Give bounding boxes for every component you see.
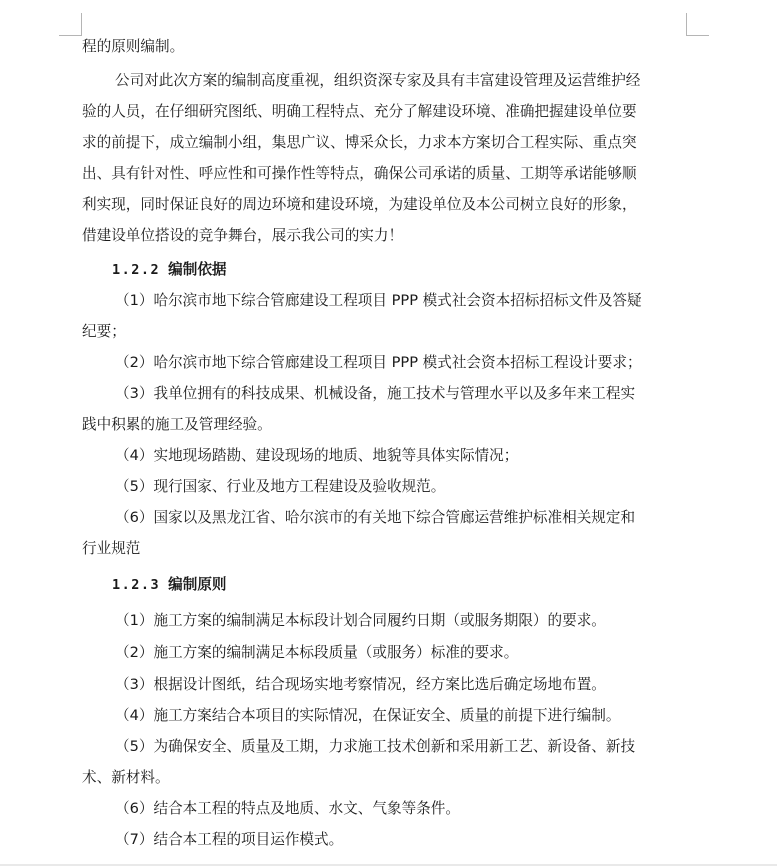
paragraph-line: 公司对此次方案的编制高度重视，组织资深专家及具有丰富建设管理及运营维护经 [115,72,641,89]
basis-item: 纪要； [82,323,126,340]
paragraph-line: 出、具有针对性、呼应性和可操作性等特点，确保公司承诺的质量、工期等承诺能够顺 [82,165,637,182]
principle-item: （1）施工方案的编制满足本标段计划合同履约日期（或服务期限）的要求。 [115,612,606,629]
basis-item: （3）我单位拥有的科技成果、机械设备，施工技术与管理水平以及多年来工程实 [115,385,636,402]
paragraph-line: 求的前提下，成立编制小组，集思广议、博采众长，力求本方案切合工程实际、重点突 [82,134,637,151]
basis-item: （5）现行国家、行业及地方工程建设及验收规范。 [115,478,446,495]
section-title: 编制原则 [168,576,227,593]
section-number: 1.2.3 [112,577,161,593]
principle-item: 术、新材料。 [82,769,170,786]
paragraph-line: 借建设单位搭设的竞争舞台，展示我公司的实力！ [82,227,404,244]
basis-item: 行业规范 [82,540,141,557]
paragraph-line: 验的人员，在仔细研究图纸、明确工程特点、充分了解建设环境、准确把握建设单位要 [82,103,637,120]
basis-item: 践中积累的施工及管理经验。 [82,416,272,433]
basis-item: （6）国家以及黑龙江省、哈尔滨市的有关地下综合管廊运营维护标准相关规定和 [115,509,636,526]
principle-item: （5）为确保安全、质量及工期，力求施工技术创新和采用新工艺、新设备、新技 [115,738,636,755]
principle-item: （2）施工方案的编制满足本标段质量（或服务）标准的要求。 [115,644,519,661]
paragraph-line: 利实现，同时保证良好的周边环境和建设环境，为建设单位及本公司树立良好的形象， [82,196,637,213]
crop-mark-top-right [686,13,709,36]
principle-item: （3）根据设计图纸，结合现场实地考察情况，经方案比选后确定场地布置。 [115,676,606,693]
basis-item: （4）实地现场踏勘、建设现场的地质、地貌等具体实际情况； [115,447,519,464]
basis-item: （2）哈尔滨市地下综合管廊建设工程项目 PPP 模式社会资本招标工程设计要求； [115,354,642,371]
section-heading-122 [112,260,227,280]
section-number: 1.2.2 [112,262,161,278]
basis-item: （1）哈尔滨市地下综合管廊建设工程项目 PPP 模式社会资本招标招标文件及答疑 [115,292,642,309]
principle-item: （6）结合本工程的特点及地质、水文、气象等条件。 [115,800,460,817]
section-title: 编制依据 [168,261,227,278]
principle-item: （7）结合本工程的项目运作模式。 [115,831,344,848]
crop-mark-top-left [59,13,82,36]
principle-item: （4）施工方案结合本项目的实际情况，在保证安全、质量的前提下进行编制。 [115,707,621,724]
intro-tail-line: 程的原则编制。 [82,38,185,55]
section-heading-123 [112,575,227,595]
